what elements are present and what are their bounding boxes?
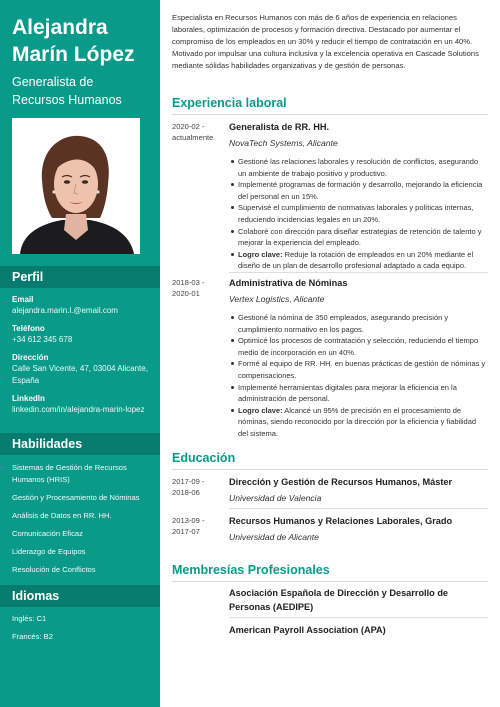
job-bullet: Optimicé los procesos de contratación y selección, reduciendo el tiempo medio de incorporación en un 40%. (238, 335, 488, 358)
professional-summary: Especialista en Recursos Humanos con más de 6 años de experiencia en relaciones laborales, optimización de procesos y formación directiva. Destacado por aumentar el compromiso de los empleados en un 30% y reducir el tiempo de contratación en un 40%. Motivado por impulsar una cultura inclusiva y la excelencia operativa en Cascade Solutions mediante sólidas habilidades organizativas y de gestión de personas. (172, 13, 479, 70)
membership-item: Asociación Española de Dirección y Desarrollo de Personas (AEDIPE) (229, 588, 449, 612)
education-school: Universidad de Alicante (229, 532, 319, 542)
skills-section-heading: Habilidades (0, 433, 160, 455)
entry-divider (229, 272, 488, 273)
job-dates: 2020-02 - actualmente (172, 122, 214, 142)
job-bullet: Gestioné las relaciones laborales y resolución de conflictos, asegurando un ambiente de trabajo positivo y productivo. (238, 156, 488, 179)
education-heading: Educación (172, 451, 488, 470)
skill-item: Sistemas de Gestión de Recursos Humanos (HRIS) (12, 463, 127, 484)
job-bullet: Formé al equipo de RR. HH. en buenas prácticas de gestión de nóminas y compensaciones. (238, 358, 488, 381)
languages-section-heading: Idiomas (0, 585, 160, 607)
skill-item: Comunicación Eficaz (12, 529, 83, 538)
contact-email: Email alejandra.marin.l.@email.com (12, 294, 158, 317)
job-bullet: Colaboré con dirección para diseñar estrategias de retención de talento y mejorar la experiencia del empleado. (238, 226, 488, 249)
job-bullets (229, 156, 488, 272)
education-dates: 2017-09 - 2018-06 (172, 477, 205, 497)
entry-divider (229, 508, 488, 509)
job-bullet: Implementé programas de formación y desarrollo, mejorando la eficiencia del personal en un 15%. (238, 179, 488, 202)
phone-link[interactable]: +34 612 345 678 (12, 335, 73, 344)
education-degree: Dirección y Gestión de Recursos Humanos, Máster (229, 477, 453, 487)
skill-item: Liderazgo de Equipos (12, 547, 86, 556)
languages-list (12, 613, 158, 649)
job-role: Generalista de RR. HH. (229, 122, 330, 132)
skills-list (12, 462, 158, 576)
job-company: Vertex Logistics, Alicante (229, 294, 325, 304)
experience-heading: Experiencia laboral (172, 96, 488, 115)
job-title: Generalista de Recursos Humanos (12, 75, 122, 107)
language-item: Francés: B2 (12, 632, 53, 641)
language-item: Inglés: C1 (12, 614, 47, 623)
job-role: Administrativa de Nóminas (229, 278, 348, 288)
skill-item: Resolución de Conflictos (12, 565, 96, 574)
job-bullet: Logro clave: Alcancé un 95% de precisión en el procesamiento de nóminas, siendo reconocido por la dirección por la eficiencia y fiabilidad del sistema. (238, 405, 488, 440)
profile-section-heading: Perfil (0, 266, 160, 288)
linkedin-link[interactable]: linkedin.com/in/alejandra-marin-lopez (12, 405, 145, 414)
job-bullet: Implementé herramientas digitales para mejorar la eficiencia en la administración de personal. (238, 382, 488, 405)
profile-photo (12, 118, 140, 254)
contact-phone: Teléfono +34 612 345 678 (12, 323, 158, 346)
job-company: NovaTech Systems, Alicante (229, 138, 338, 148)
job-bullet: Logro clave: Reduje la rotación de empleados en un 20% mediante el diseño de un plan de desarrollo profesional adaptado a cada equipo. (238, 249, 488, 272)
job-dates: 2018-03 - 2020-01 (172, 278, 205, 298)
education-school: Universidad de Valencia (229, 493, 322, 503)
contact-address: Dirección Calle San Vicente, 47, 03004 Alicante, España (12, 353, 148, 385)
skill-item: Gestión y Procesamiento de Nóminas (12, 493, 140, 502)
job-bullet: Supervisé el cumplimiento de normativas laborales y políticas internas, reduciendo incidencias legales en un 20%. (238, 202, 488, 225)
email-link[interactable]: alejandra.marin.l.@email.com (12, 306, 118, 315)
education-dates: 2013-09 - 2017-07 (172, 516, 205, 536)
skill-item: Análisis de Datos en RR. HH. (12, 511, 112, 520)
entry-divider (229, 617, 488, 618)
membership-item: American Payroll Association (APA) (229, 625, 386, 635)
candidate-name: Alejandra Marín López (12, 16, 135, 66)
job-bullets (229, 312, 488, 440)
portrait-image (12, 118, 140, 254)
contact-linkedin: LinkedIn linkedin.com/in/alejandra-marin-lopez (12, 393, 158, 416)
memberships-heading: Membresías Profesionales (172, 563, 488, 582)
contact-list (12, 294, 158, 422)
job-bullet: Gestioné la nómina de 350 empleados, asegurando precisión y cumplimiento normativo en los pagos. (238, 312, 488, 335)
education-degree: Recursos Humanos y Relaciones Laborales, Grado (229, 516, 453, 526)
